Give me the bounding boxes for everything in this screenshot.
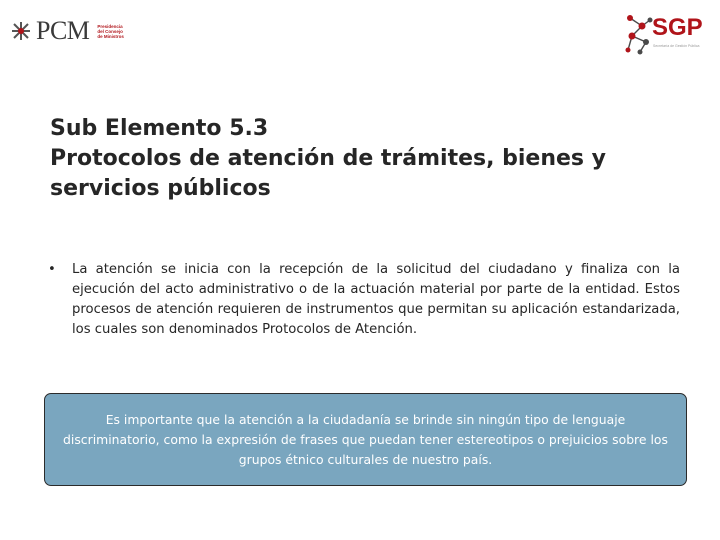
molecule-network-icon — [622, 12, 656, 56]
callout-box — [44, 393, 687, 486]
sgp-logo-subtext: Secretaría de Gestión Pública — [653, 44, 700, 48]
slide-title — [50, 114, 690, 204]
pcm-logo — [10, 14, 124, 48]
bullet-item — [48, 260, 680, 340]
bullet-text: La atención se inicia con la recepción de la solicitud del ciudadano y finaliza con la ejecución del acto administrativo o de la actuación material por parte de la entidad. Estos procesos de atención requieren de instrumentos que permitan su aplicación estandarizada, los cuales son denominados Protocolos de Atención. — [72, 262, 680, 337]
sgp-logo-text: SGP — [652, 14, 703, 41]
slide-title-line: Sub Elemento 5.3 — [50, 116, 269, 141]
callout-text: Es importante que la atención a la ciudadanía se brinde sin ningún tipo de lenguaje discriminatorio, como la expresión de frases que puedan tener estereotipos o prejuicios sobre los grupos étnico culturales de nuestro país. — [63, 411, 668, 467]
sgp-logo — [622, 12, 712, 62]
asterisk-knot-icon — [10, 20, 32, 42]
pcm-logo-subtext: Presidencia del Consejo de Ministros — [97, 23, 124, 39]
bullet-marker: • — [48, 262, 56, 277]
slide-title-line: Protocolos de atención de trámites, bienes y — [50, 146, 607, 171]
slide-title-line: servicios públicos — [50, 176, 271, 201]
pcm-logo-text: PCM — [36, 16, 90, 45]
